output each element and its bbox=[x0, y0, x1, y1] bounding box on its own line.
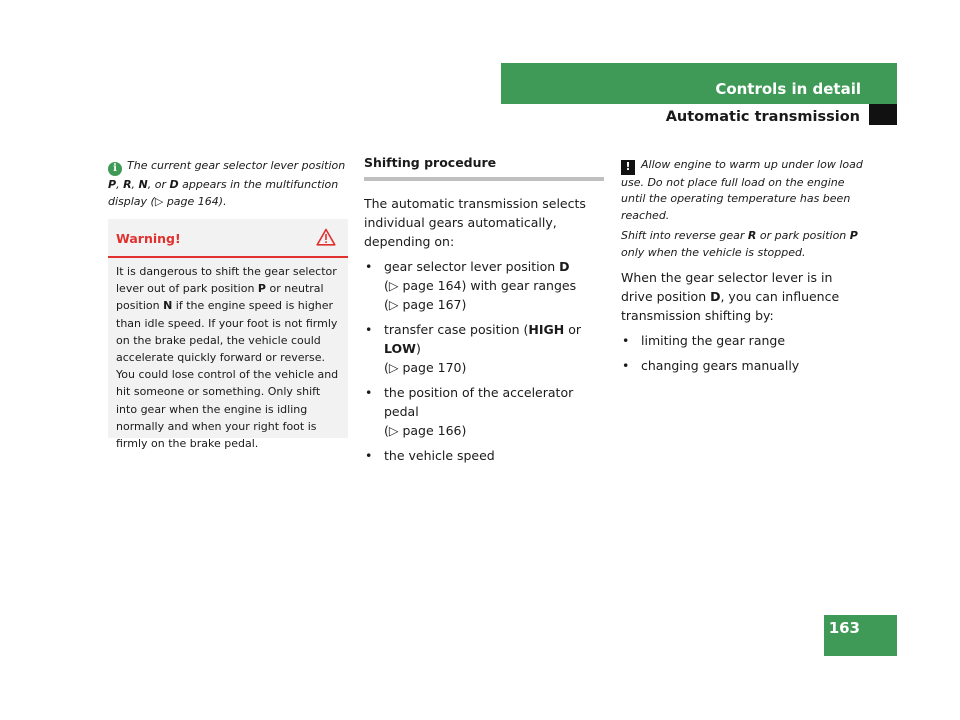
shifting-procedure-section bbox=[364, 155, 604, 471]
chapter-title: Controls in detail bbox=[715, 80, 861, 98]
page-number: 163 bbox=[828, 619, 860, 637]
section-heading: Shifting procedure bbox=[364, 155, 604, 181]
page-reference: (▷ page 170) bbox=[384, 360, 467, 375]
page-reference: (▷ page 167) bbox=[384, 297, 467, 312]
section-tab-marker bbox=[869, 104, 897, 125]
drive-paragraph: When the gear selector lever is in drive position D, you can influence transmission shifting by: bbox=[621, 270, 840, 324]
warning-label: Warning! bbox=[116, 231, 181, 246]
warning-text: It is dangerous to shift the gear selector lever out of park position P or neutral position N if the engine speed is higher than idle speed. If your foot is not firmly on the brake pedal, the vehicle could accelerate quickly forward or reverse. You could lose control of the vehicle and hit someone or something. Only shift into gear when the engine is idling normally and when your right foot is firmly on the brake pedal. bbox=[116, 265, 339, 451]
page-reference: (▷ page 164) with gear ranges bbox=[384, 278, 577, 293]
page-reference: (▷ page 166) bbox=[384, 423, 467, 438]
caution-note: ! Allow engine to warm up under low load use. Do not place full load on the engine until the operating temperature has been reached. Shift into reverse gear R or park position P only when the vehicle is stopped. bbox=[621, 158, 863, 259]
section-title: Automatic transmission bbox=[665, 109, 860, 125]
info-icon: i bbox=[108, 162, 122, 176]
exclamation-icon: ! bbox=[621, 160, 635, 175]
list-item: • the position of the accelerator pedal (▷ page 166) bbox=[364, 383, 604, 440]
list-item: • changing gears manually bbox=[621, 356, 867, 375]
list-item: • gear selector lever position D (▷ page 164) with gear ranges (▷ page 167) bbox=[364, 257, 604, 314]
warning-triangle-icon bbox=[316, 228, 336, 246]
warning-header bbox=[108, 219, 348, 258]
drive-section bbox=[621, 157, 867, 381]
list-item: • the vehicle speed bbox=[364, 446, 604, 465]
page-number-box bbox=[824, 615, 897, 656]
list-item: • limiting the gear range bbox=[621, 331, 867, 350]
list-item: • transfer case position (HIGH or LOW) (▷ page 170) bbox=[364, 320, 604, 377]
info-note: i The current gear selector lever position P, R, N, or D appears in the multifunction display (▷ page 164). bbox=[108, 159, 346, 208]
shift-options-list bbox=[621, 331, 867, 375]
conditions-list bbox=[364, 257, 604, 465]
page-reference: ▷ page 164). bbox=[154, 194, 227, 208]
chapter-header-bar bbox=[501, 63, 897, 104]
intro-paragraph: The automatic transmission selects individual gears automatically, depending on: bbox=[364, 196, 586, 249]
warning-box bbox=[108, 219, 348, 451]
